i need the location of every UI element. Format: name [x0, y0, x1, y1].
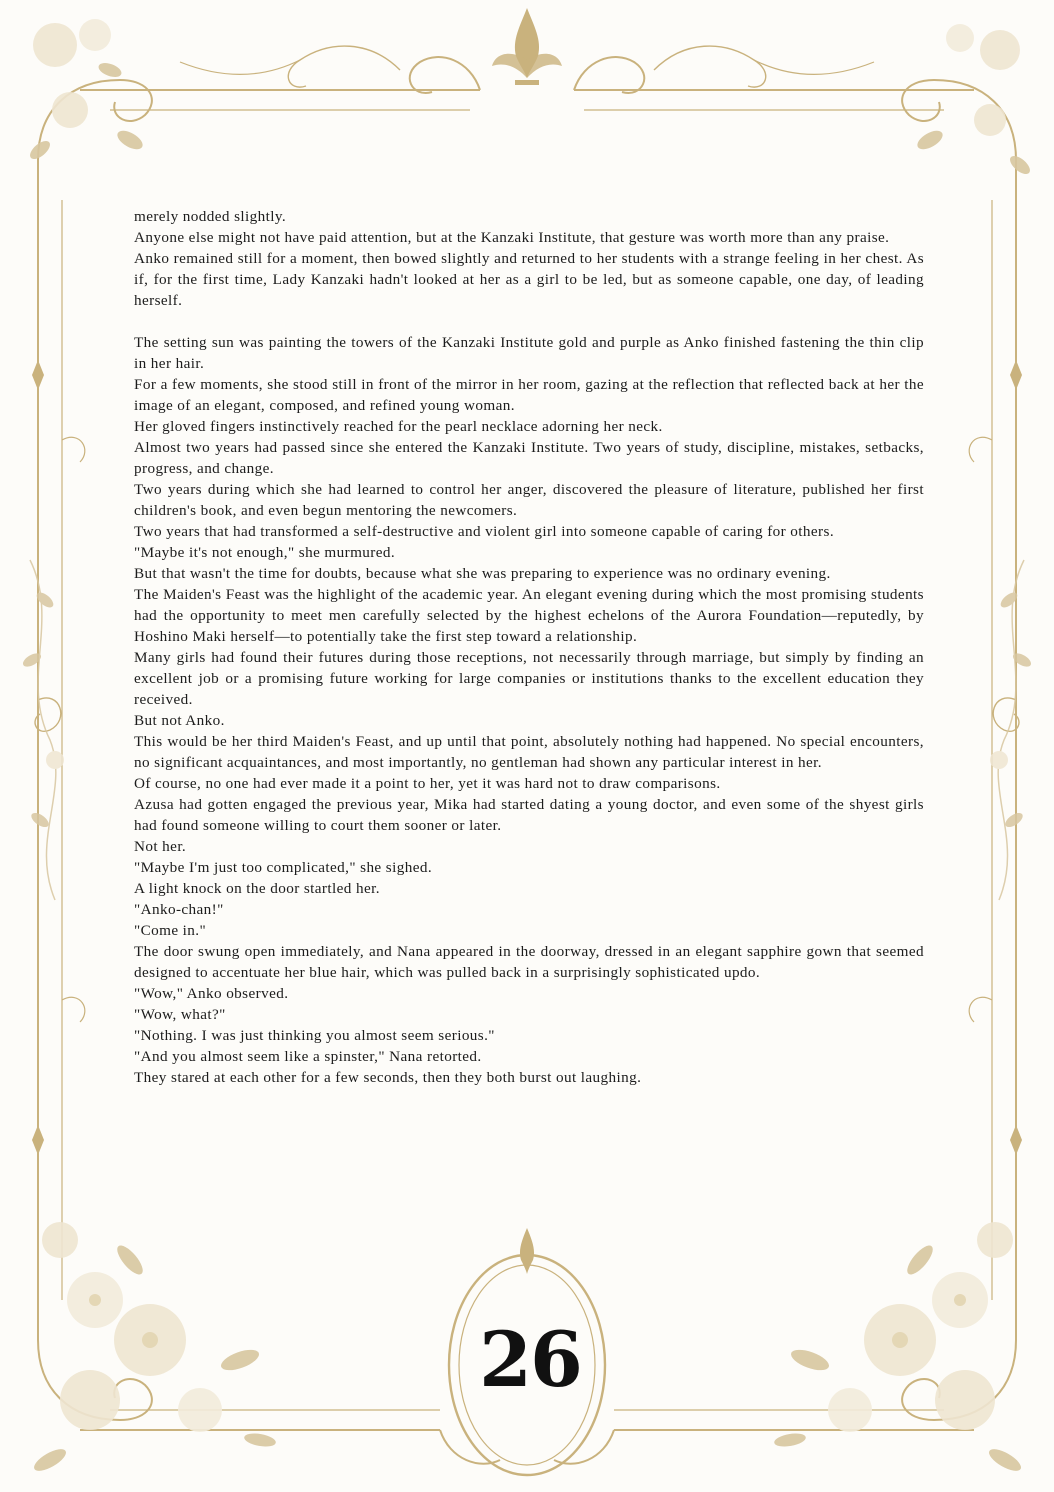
paragraph: Of course, no one had ever made it a point to her, yet it was hard not to draw comparisons.	[134, 775, 721, 792]
paragraph: But not Anko.	[134, 712, 225, 729]
paragraph: But that wasn't the time for doubts, because what she was preparing to experience was no ordinary evening.	[134, 565, 831, 582]
flower-cluster-bottom-right	[773, 1222, 1024, 1475]
paragraph: "Maybe I'm just too complicated," she sighed.	[134, 859, 433, 876]
paragraph: This would be her third Maiden's Feast, and up until that point, absolutely nothing had happened. No special encounters, no significant acquaintances, and most importantly, no gentleman had shown any particular interest in her.	[134, 733, 924, 771]
paragraph: merely nodded slightly.	[134, 208, 287, 225]
paragraph: "Come in."	[134, 922, 207, 939]
vine-left	[21, 560, 64, 900]
paragraph: "Wow, what?"	[134, 1006, 226, 1023]
paragraph: Almost two years had passed since she entered the Kanzaki Institute. Two years of study, discipline, mistakes, setbacks, progress, and change.	[134, 439, 924, 477]
paragraph: Azusa had gotten engaged the previous year, Mika had started dating a young doctor, and even some of the shyest girls had found someone willing to court them sooner or later.	[134, 796, 924, 834]
paragraph: Anko remained still for a moment, then bowed slightly and returned to her students with a strange feeling in her chest. As if, for the first time, Lady Kanzaki hadn't looked at her as a girl to be led, but as someone capable, one day, of leading herself.	[134, 250, 924, 309]
paragraph: Not her.	[134, 838, 187, 855]
story-text	[134, 206, 924, 1088]
paragraph: "Nothing. I was just thinking you almost seem serious."	[134, 1027, 495, 1044]
paragraph: The setting sun was painting the towers of the Kanzaki Institute gold and purple as Anko finished fastening the thin clip in her hair.	[134, 334, 924, 372]
paragraph: For a few moments, she stood still in front of the mirror in her room, gazing at the reflection that reflected back at her the image of an elegant, composed, and refined young woman.	[134, 376, 924, 414]
paragraph: They stared at each other for a few seconds, then they both burst out laughing.	[134, 1069, 642, 1086]
paragraph: A light knock on the door startled her.	[134, 880, 380, 897]
paragraph: "Maybe it's not enough," she murmured.	[134, 544, 396, 561]
paragraph: The Maiden's Feast was the highlight of the academic year. An elegant evening during which the most promising students had the opportunity to meet men carefully selected by the highest echelons of the Aurora Foundation—reputedly, by Hoshino Maki herself—to potentially take the first step toward a relationship.	[134, 586, 924, 645]
paragraph: "Wow," Anko observed.	[134, 985, 289, 1002]
page-number: 26	[479, 1315, 581, 1404]
vine-right	[990, 560, 1033, 900]
paragraph: "Anko-chan!"	[134, 901, 224, 918]
flower-cluster-bottom-left	[31, 1222, 277, 1475]
paragraph: Two years during which she had learned to control her anger, discovered the pleasure of literature, published her first children's book, and even begun mentoring the newcomers.	[134, 481, 924, 519]
paragraph: Her gloved fingers instinctively reached for the pearl necklace adorning her neck.	[134, 418, 663, 435]
paragraph: The door swung open immediately, and Nana appeared in the doorway, dressed in an elegant sapphire gown that seemed designed to accentuate her blue hair, which was pulled back in a surprisingly sophisticated updo.	[134, 943, 924, 981]
paragraph: Many girls had found their futures during those receptions, not necessarily through marriage, but simply by finding an excellent job or a promising future working for large companies or institutions thanks to the excellent education they received.	[134, 649, 924, 708]
paragraph: Two years that had transformed a self-destructive and violent girl into someone capable of caring for others.	[134, 523, 835, 540]
paragraph: "And you almost seem like a spinster," Nana retorted.	[134, 1048, 482, 1065]
paragraph: Anyone else might not have paid attention, but at the Kanzaki Institute, that gesture was worth more than any praise.	[134, 229, 890, 246]
